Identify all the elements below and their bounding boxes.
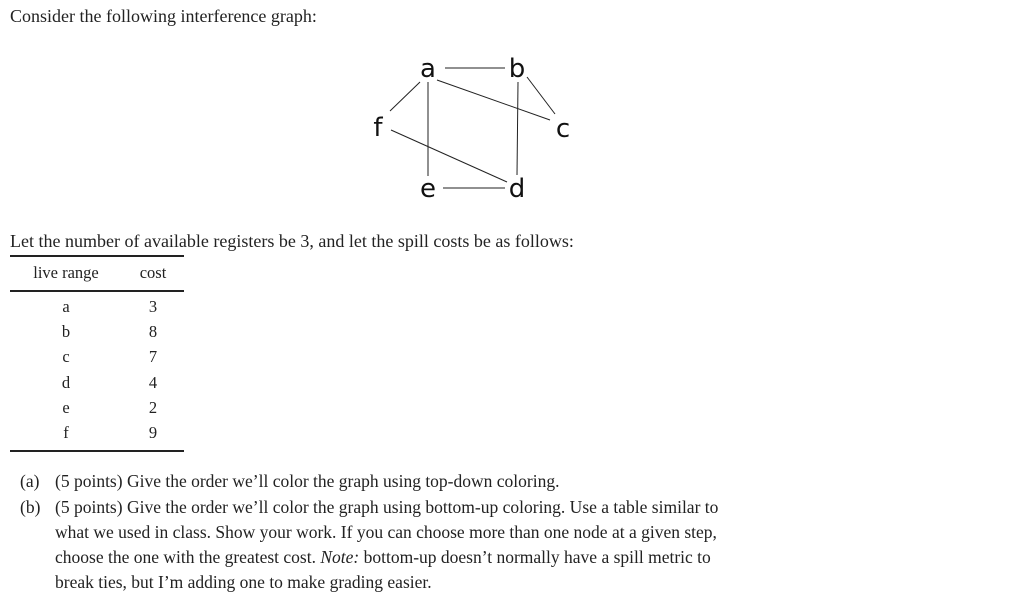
node-d: d <box>508 174 526 204</box>
cost-cell: 9 <box>148 423 158 442</box>
cost-cell: 4 <box>148 372 158 392</box>
live-range-cell: b <box>61 322 71 342</box>
node-f: f <box>373 113 383 143</box>
edge-f-d <box>391 130 507 182</box>
edge-b-d <box>517 82 518 175</box>
live-range-cell: c <box>62 347 70 367</box>
edge-a-c <box>437 80 550 120</box>
question-a-text: (5 points) Give the order we’ll color the graph using top-down coloring. <box>55 471 560 491</box>
header-live-range: live range <box>33 263 99 282</box>
cost-cell: 3 <box>148 297 158 316</box>
edge-b-c <box>527 77 555 114</box>
registers-text: Let the number of available registers be 3, and let the spill costs be as follows: <box>10 231 574 251</box>
question-b-label: (b) <box>20 497 41 517</box>
live-range-cell: e <box>62 397 70 417</box>
live-range-cell: f <box>63 423 69 442</box>
cost-cell: 7 <box>148 347 158 367</box>
live-range-cell: d <box>61 372 71 392</box>
node-c: c <box>555 114 571 144</box>
node-a: a <box>420 54 436 84</box>
header-cost: cost <box>139 263 167 282</box>
question-b-line-1: (5 points) Give the order we’ll color the graph using bottom-up coloring. Use a table similar to <box>55 497 719 517</box>
question-a-label: (a) <box>20 471 40 491</box>
cost-cell: 8 <box>148 322 158 342</box>
edge-a-f <box>390 82 420 111</box>
question-b-line-3: choose the one with the greatest cost. Note: bottom-up doesn’t normally have a spill metric to <box>55 547 711 567</box>
table-mid-rule <box>10 290 184 292</box>
table-top-rule <box>10 255 184 257</box>
cost-cell: 2 <box>148 397 158 417</box>
table-bottom-rule <box>10 450 184 452</box>
node-b: b <box>508 54 526 84</box>
question-b-line-4: break ties, but I’m adding one to make grading easier. <box>55 572 432 592</box>
live-range-cell: a <box>62 297 70 316</box>
intro-text: Consider the following interference graph: <box>10 6 317 26</box>
node-e: e <box>420 174 436 204</box>
question-b-line-2: what we used in class. Show your work. If you can choose more than one node at a given step, <box>55 522 717 542</box>
